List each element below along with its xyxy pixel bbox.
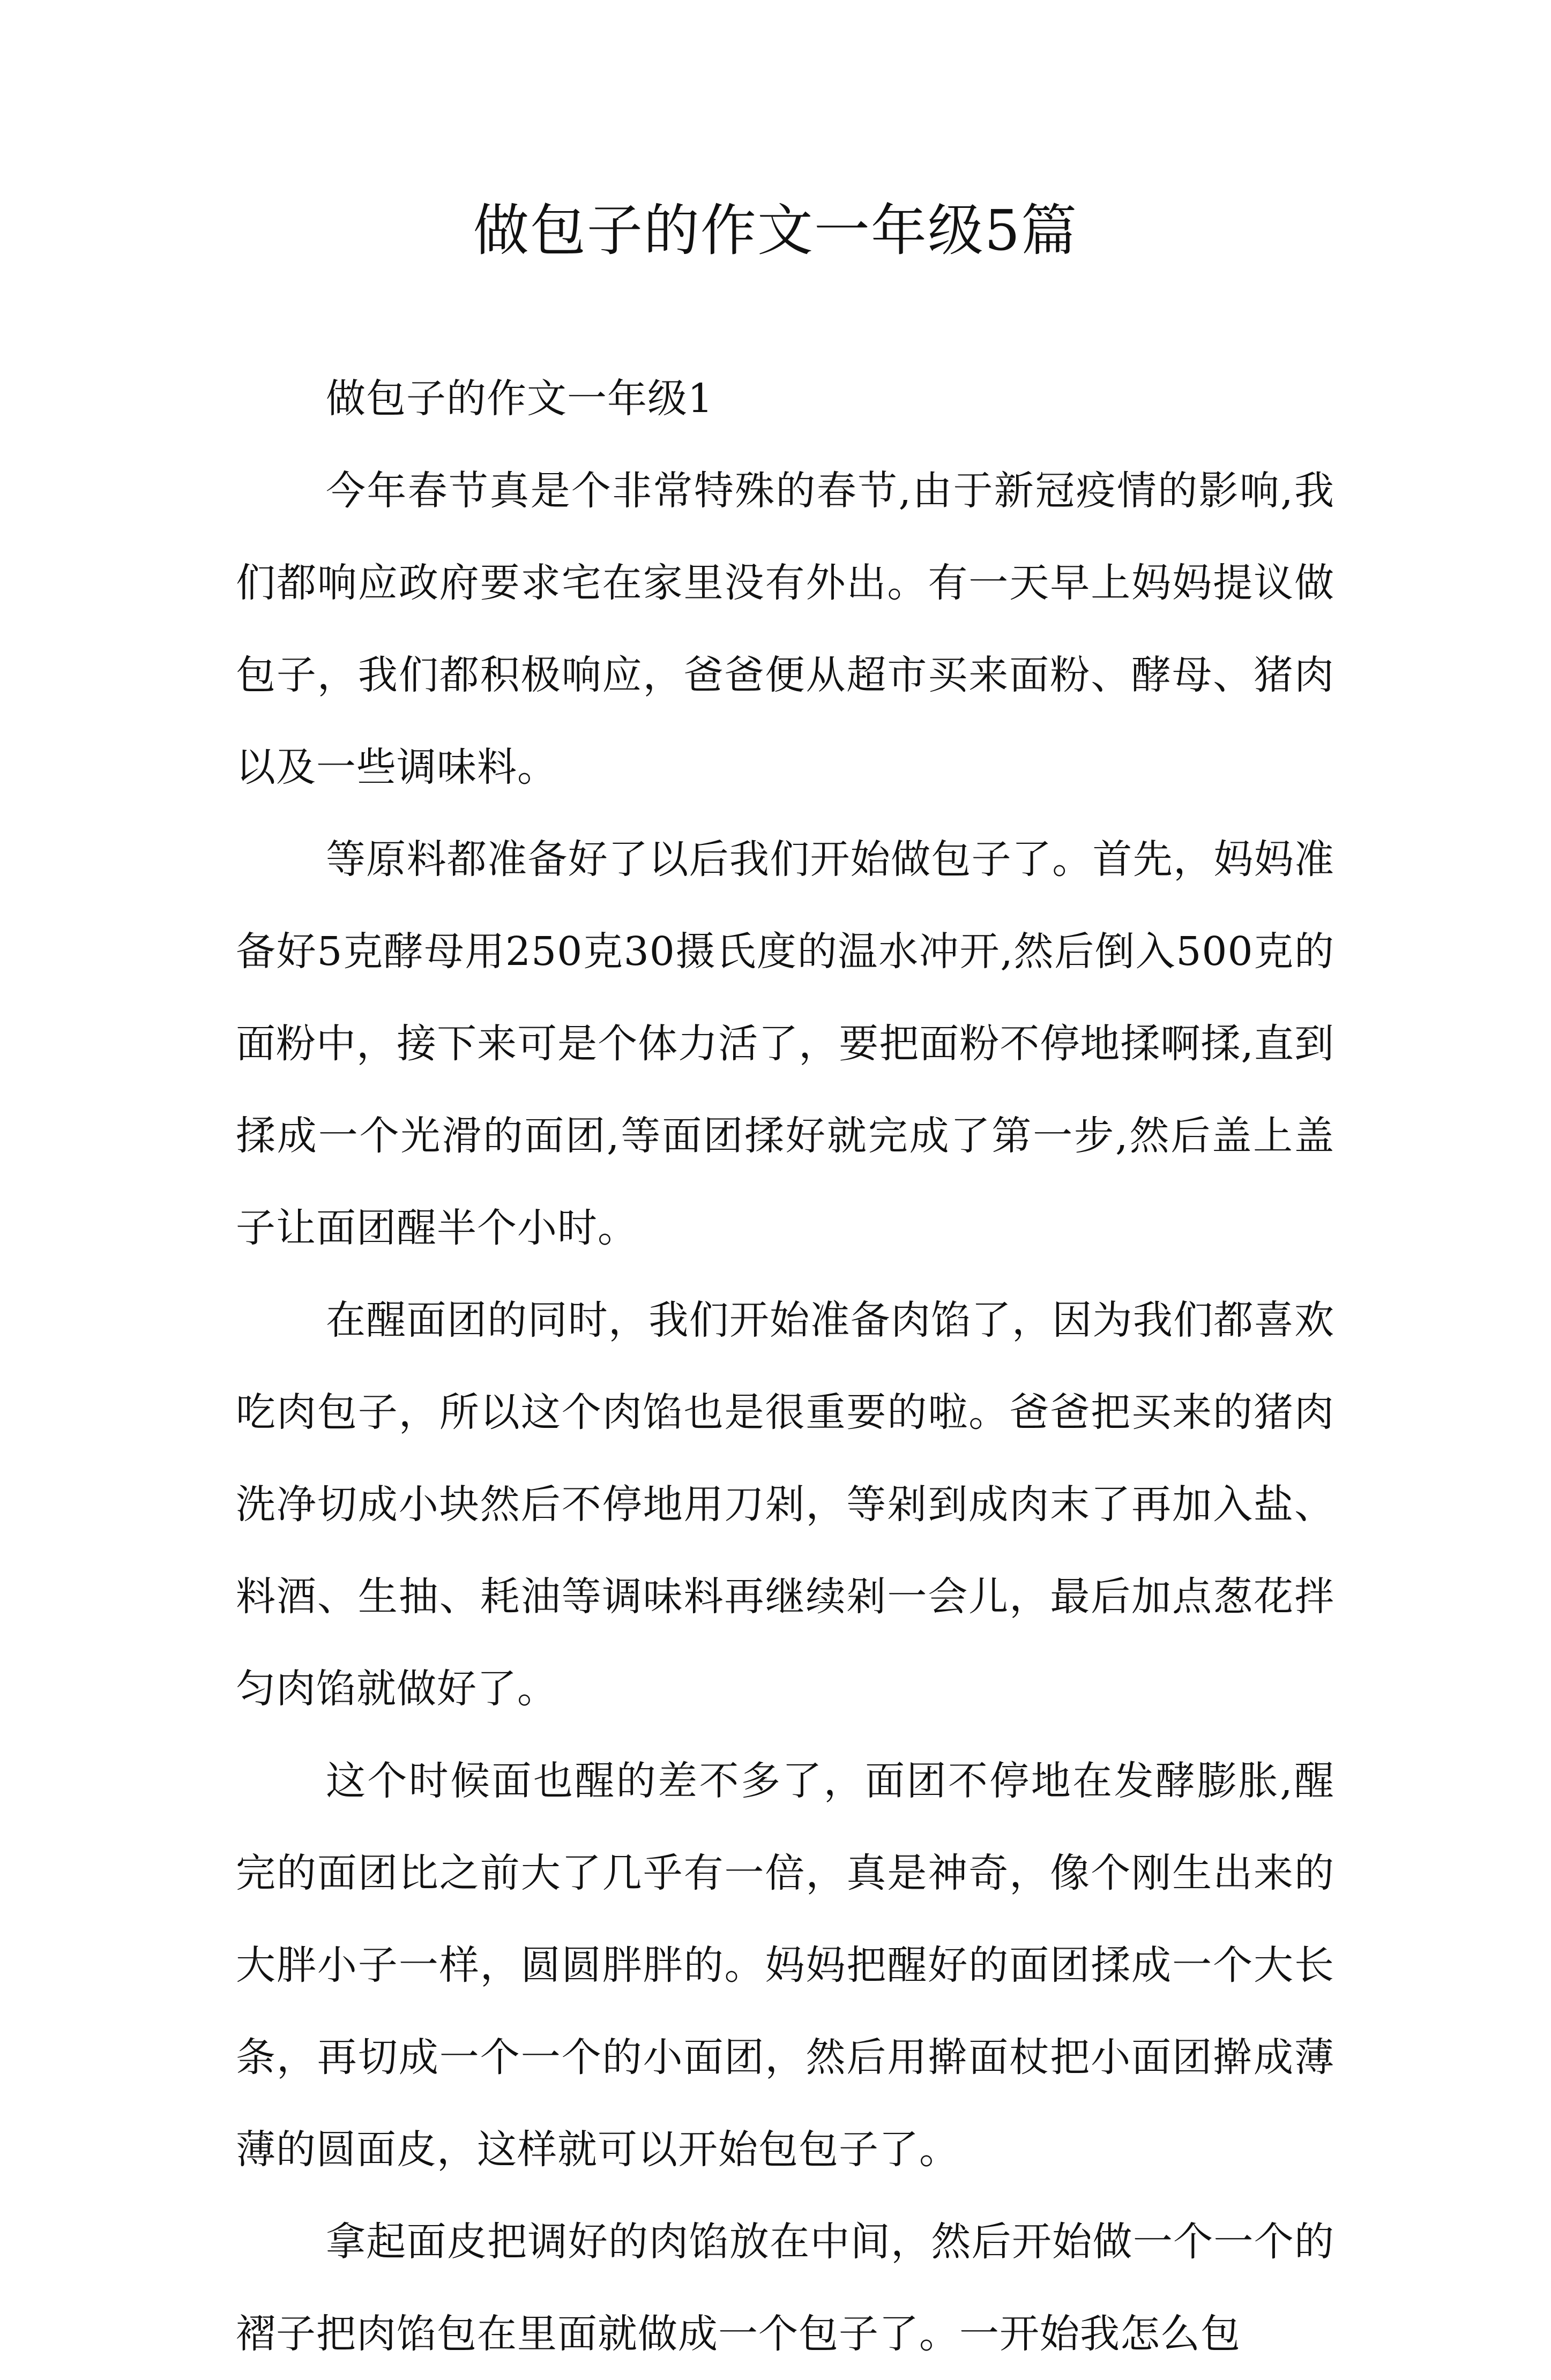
- document-body: [236, 353, 1334, 2380]
- paragraph-2: 等原料都准备好了以后我们开始做包子了。首先，妈妈准备好5克酵母用250克30摄氏度的温水冲开,然后倒入500克的面粉中，接下来可是个体力活了，要把面粉不停地揉啊揉,直到揉成一个光滑的面团,等面团揉好就完成了第一步,然后盖上盖子让面团醒半个小时。: [236, 836, 1334, 1251]
- paragraph-5: 拿起面皮把调好的肉馅放在中间，然后开始做一个一个的褶子把肉馅包在里面就做成一个包子了。一开始我怎么包: [236, 2219, 1334, 2357]
- section-heading: 做包子的作文一年级1: [326, 376, 714, 422]
- paragraph-1: 今年春节真是个非常特殊的春节,由于新冠疫情的影响,我们都响应政府要求宅在家里没有外出。有一天早上妈妈提议做包子，我们都积极响应，爸爸便从超市买来面粉、酵母、猪肉以及一些调味料。: [236, 468, 1334, 790]
- paragraph-4: 这个时候面也醒的差不多了，面团不停地在发酵膨胀,醒完的面团比之前大了几乎有一倍，真是神奇，像个刚生出来的大胖小子一样，圆圆胖胖的。妈妈把醒好的面团揉成一个大长条，再切成一个一个的小面团，然后用擀面杖把小面团擀成薄薄的圆面皮，这样就可以开始包包子了。: [236, 1758, 1334, 2173]
- paragraph-3: 在醒面团的同时，我们开始准备肉馅了，因为我们都喜欢吃肉包子，所以这个肉馅也是很重要的啦。爸爸把买来的猪肉洗净切成小块然后不停地用刀剁，等剁到成肉末了再加入盐、料酒、生抽、耗油等调味料再继续剁一会儿，最后加点葱花拌匀肉馅就做好了。: [236, 1297, 1334, 1712]
- document-title: 做包子的作文一年级5篇: [473, 198, 1078, 263]
